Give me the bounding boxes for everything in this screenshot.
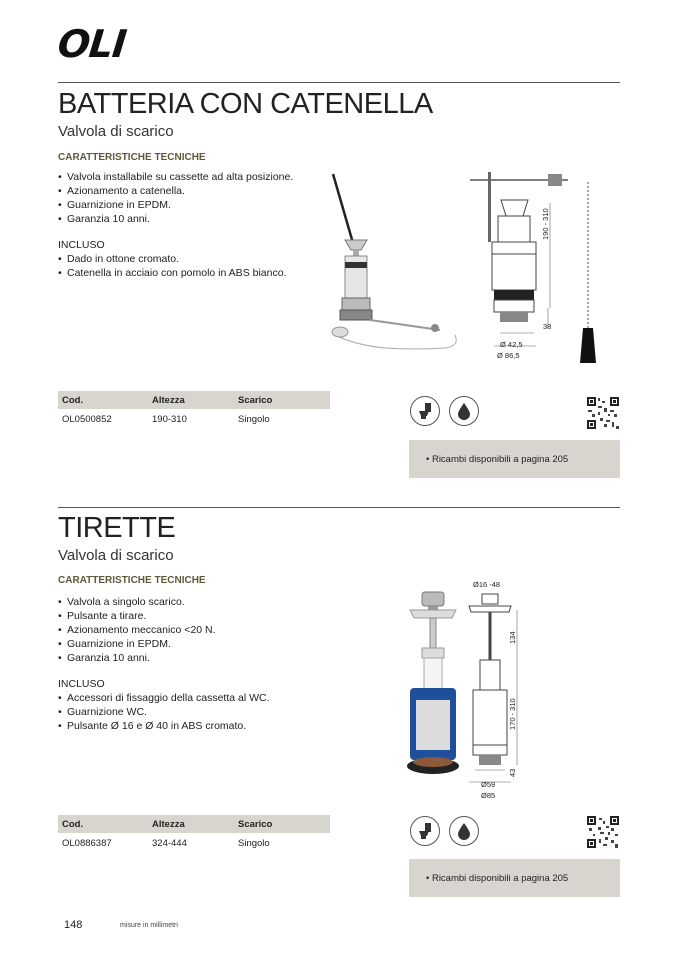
- included-item: • Catenella in acciaio con pomolo in ABS bianco.: [58, 266, 286, 280]
- spec-table: [58, 391, 330, 430]
- included-item: • Dado in ottone cromato.: [58, 252, 286, 266]
- col-header-height: Altezza: [148, 815, 234, 833]
- product-subtitle: Valvola di scarico: [58, 547, 174, 564]
- included-item: • Pulsante Ø 16 e Ø 40 in ABS cromato.: [58, 719, 270, 733]
- water-drop-icon: [449, 816, 479, 846]
- spare-parts-note: • Ricambi disponibili a pagina 205: [409, 440, 620, 478]
- dimension-d2: Ø85: [481, 791, 496, 800]
- col-header-outlet: Scarico: [234, 815, 330, 833]
- toilet-icon: [410, 816, 440, 846]
- dimension-base: 43: [508, 768, 517, 777]
- table-row: [58, 409, 330, 430]
- col-header-outlet: Scarico: [234, 391, 330, 409]
- features-list: [58, 595, 216, 665]
- cell-outlet: Singolo: [238, 838, 270, 849]
- feature-item: • Garanzia 10 anni.: [58, 651, 216, 665]
- page-number: 148: [64, 919, 83, 931]
- col-header-height: Altezza: [148, 391, 234, 409]
- feature-item: • Guarnizione in EPDM.: [58, 198, 293, 212]
- product-title: TIRETTE: [58, 512, 176, 544]
- dimension-d2: Ø 86,5: [497, 351, 520, 360]
- feature-item: • Garanzia 10 anni.: [58, 212, 293, 226]
- col-header-code: Cod.: [58, 391, 148, 409]
- spec-table: [58, 815, 330, 854]
- features-heading: CARATTERISTICHE TECNICHE: [58, 152, 206, 163]
- qr-code-icon: [586, 815, 620, 849]
- product-subtitle: Valvola di scarico: [58, 123, 174, 140]
- included-list: [58, 691, 270, 733]
- features-heading: CARATTERISTICHE TECNICHE: [58, 575, 206, 586]
- dimension-base: 38: [543, 322, 552, 331]
- feature-item: • Azionamento meccanico <20 N.: [58, 623, 216, 637]
- product-photo: [402, 588, 464, 788]
- feature-item: • Valvola installabile su cassette ad alta posizione.: [58, 170, 293, 184]
- features-list: [58, 170, 293, 226]
- spare-parts-note: • Ricambi disponibili a pagina 205: [409, 859, 620, 897]
- feature-item: • Azionamento a catenella.: [58, 184, 293, 198]
- toilet-icon: [410, 396, 440, 426]
- feature-item: • Pulsante a tirare.: [58, 609, 216, 623]
- dimension-upper: 134: [508, 631, 517, 644]
- section-divider: [58, 82, 620, 83]
- dimension-height: 170 - 310: [508, 698, 517, 730]
- cell-code: OL0886387: [62, 838, 112, 849]
- cell-height: 190-310: [152, 414, 187, 425]
- cell-height: 324-444: [152, 838, 187, 849]
- product-title: BATTERIA CON CATENELLA: [58, 88, 433, 120]
- included-list: [58, 252, 286, 280]
- included-item: • Guarnizione WC.: [58, 705, 270, 719]
- included-item: • Accessori di fissaggio della cassetta al WC.: [58, 691, 270, 705]
- col-header-code: Cod.: [58, 815, 148, 833]
- included-heading: INCLUSO: [58, 239, 105, 251]
- dimension-top: Ø16 -48: [473, 580, 501, 589]
- dimension-d1: Ø59: [481, 780, 496, 789]
- product-photo: [325, 170, 470, 360]
- cell-outlet: Singolo: [238, 414, 270, 425]
- feature-item: • Guarnizione in EPDM.: [58, 637, 216, 651]
- brand-logo: OLI: [55, 22, 128, 66]
- dimension-height: 190 - 310: [541, 208, 550, 240]
- included-heading: INCLUSO: [58, 678, 105, 690]
- technical-drawing: [465, 590, 525, 790]
- units-note: misure in millimetri: [120, 922, 178, 929]
- technical-drawing: [468, 168, 618, 368]
- dimension-d1: Ø 42,5: [500, 340, 523, 349]
- section-divider: [58, 507, 620, 508]
- table-row: [58, 833, 330, 854]
- water-drop-icon: [449, 396, 479, 426]
- feature-item: • Valvola a singolo scarico.: [58, 595, 216, 609]
- cell-code: OL0500852: [62, 414, 112, 425]
- qr-code-icon: [586, 396, 620, 430]
